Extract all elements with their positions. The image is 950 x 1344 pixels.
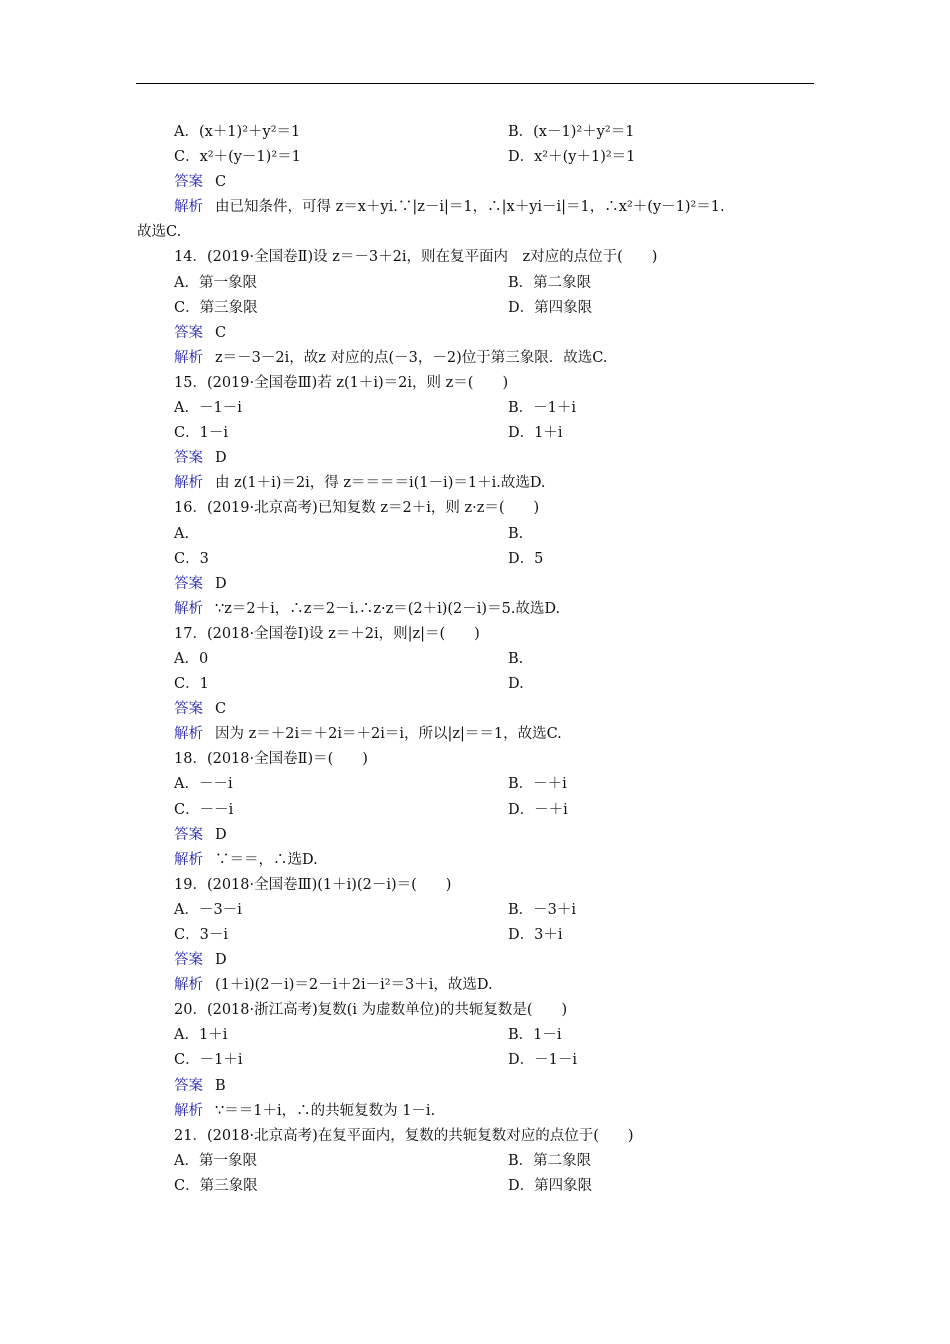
option-row [137,145,817,170]
explanation-label: 解析 [174,475,203,492]
answer-label: 答案 [174,826,203,843]
explanation-label: 解析 [174,600,203,617]
option-b: B．－＋i [508,776,567,793]
question-text: 18．(2018·全国卷Ⅱ)＝( ) [174,751,368,768]
option-b: B．(x－1)²＋y²＝1 [508,124,635,140]
option-c: C．第三象限 [174,299,258,316]
explanation-text: 由已知条件，可得 z＝x＋yi.∵|z－i|＝1，∴|x＋yi－i|＝1，∴x²＋(y－1)²＝1. [215,199,725,216]
option-a: A．－1－i [174,400,242,417]
answer-label: 答案 [174,324,203,341]
option-c: C．－－i [174,801,234,818]
answer-value: D [215,575,227,592]
option-c: C．1 [174,676,209,693]
option-d: D．5 [508,550,544,567]
answer-line [137,948,817,973]
option-row [137,547,817,572]
answer-line [137,697,817,722]
explanation-label: 解析 [174,349,203,366]
option-c: C．3 [174,550,209,567]
answer-label: 答案 [174,701,203,718]
question-stem [137,622,817,647]
explanation-continuation [137,220,817,245]
question-stem [137,496,817,521]
option-row [137,522,817,547]
header-rule [136,83,814,84]
option-b: B. [508,525,524,542]
explanation-text: 因为 z＝＋2i＝＋2i＝＋2i＝i，所以|z|＝＝1，故选C. [215,726,562,743]
option-row [137,296,817,321]
question-stem [137,873,817,898]
answer-label: 答案 [174,1077,203,1094]
question-stem [137,1124,817,1149]
option-a: A．－－i [174,776,233,793]
question-text: 16．(2019·北京高考)已知复数 z＝2＋i，则 z·z＝( ) [174,500,540,517]
explanation-line [137,848,817,873]
explanation-line [137,346,817,371]
answer-value: D [215,450,227,467]
option-row [137,1048,817,1073]
option-a: A．第一象限 [174,274,257,291]
document-body [137,120,817,1199]
question-stem [137,998,817,1023]
option-row [137,271,817,296]
answer-label: 答案 [174,952,203,969]
option-row [137,120,817,145]
option-d: D．第四象限 [508,299,593,316]
explanation-text: ∵＝＝，∴选D. [215,851,318,868]
option-row [137,1174,817,1199]
option-d: D．－1－i [508,1052,577,1069]
option-row [137,647,817,672]
option-b: B. [508,650,524,667]
option-d: D．第四象限 [508,1177,593,1194]
option-b: B．－3＋i [508,901,577,918]
option-row [137,923,817,948]
option-a: A．第一象限 [174,1152,257,1169]
option-a: A．－3－i [174,901,242,918]
answer-line [137,572,817,597]
question-text: 19．(2018·全国卷Ⅲ)(1＋i)(2－i)＝( ) [174,876,452,893]
option-row [137,1023,817,1048]
answer-value: D [215,952,227,969]
option-row [137,421,817,446]
option-a: A．0 [174,650,209,667]
explanation-text: (1＋i)(2－i)＝2－i＋2i－i²＝3＋i，故选D. [215,977,493,994]
option-d: D. [508,676,524,693]
explanation-label: 解析 [174,1102,203,1119]
explanation-line [137,471,817,496]
option-row [137,772,817,797]
option-a: A. [174,525,190,542]
question-text: 14．(2019·全国卷Ⅱ)设 z＝－3＋2i，则在复平面内 z对应的点位于( ) [174,249,658,266]
option-c: C．1－i [174,425,228,442]
explanation-text: ∵＝＝1＋i，∴的共轭复数为 1－i. [215,1102,436,1119]
answer-line [137,446,817,471]
option-b: B．第二象限 [508,1152,592,1169]
option-d: D．3＋i [508,927,563,943]
explanation-line [137,722,817,747]
option-d: D．x²＋(y＋1)²＝1 [508,149,636,166]
answer-line [137,321,817,346]
option-b: B．1－i [508,1027,562,1044]
answer-label: 答案 [174,575,203,592]
answer-line [137,823,817,848]
explanation-text: ∵z＝2＋i，∴z＝2－i.∴z·z＝(2＋i)(2－i)＝5.故选D. [215,600,561,617]
explanation-line [137,195,817,220]
explanation-line [137,597,817,622]
answer-line [137,1074,817,1099]
option-b: B．第二象限 [508,274,592,291]
explanation-line [137,1099,817,1124]
answer-label: 答案 [174,174,203,191]
option-d: D．1＋i [508,425,563,442]
question-stem [137,371,817,396]
answer-value: C [215,324,227,341]
answer-value: C [215,701,227,718]
explanation-label: 解析 [174,977,203,994]
option-b: B．－1＋i [508,400,577,417]
explanation-label: 解析 [174,726,203,743]
option-a: A．1＋i [174,1027,228,1044]
option-d: D．－＋i [508,801,568,818]
option-c: C．3－i [174,927,228,943]
option-c: C．x²＋(y－1)²＝1 [174,149,301,166]
question-stem [137,747,817,772]
option-row [137,798,817,823]
question-stem [137,245,817,270]
option-row [137,396,817,421]
answer-value: D [215,826,227,843]
question-text: 15．(2019·全国卷Ⅲ)若 z(1＋i)＝2i，则 z＝( ) [174,374,509,391]
option-row [137,898,817,923]
explanation-label: 解析 [174,199,203,216]
question-text: 21．(2018·北京高考)在复平面内，复数的共轭复数对应的点位于( ) [174,1127,634,1144]
answer-label: 答案 [174,450,203,467]
explanation-text: 故选C. [137,224,182,241]
option-a: A．(x＋1)²＋y²＝1 [174,124,301,140]
answer-value: C [215,174,227,191]
question-text: 20．(2018·浙江高考)复数(i 为虚数单位)的共轭复数是( ) [174,1002,568,1019]
option-c: C．第三象限 [174,1177,258,1194]
explanation-line [137,973,817,998]
explanation-text: 由 z(1＋i)＝2i，得 z＝＝＝＝i(1－i)＝1＋i.故选D. [215,475,546,492]
question-text: 17．(2018·全国卷Ⅰ)设 z＝＋2i，则|z|＝( ) [174,625,480,642]
option-row [137,1149,817,1174]
answer-line [137,170,817,195]
option-row [137,672,817,697]
explanation-text: z＝－3－2i，故z 对应的点(－3，－2)位于第三象限．故选C. [215,349,608,366]
answer-value: B [215,1077,226,1094]
explanation-label: 解析 [174,851,203,868]
option-c: C．－1＋i [174,1052,243,1069]
